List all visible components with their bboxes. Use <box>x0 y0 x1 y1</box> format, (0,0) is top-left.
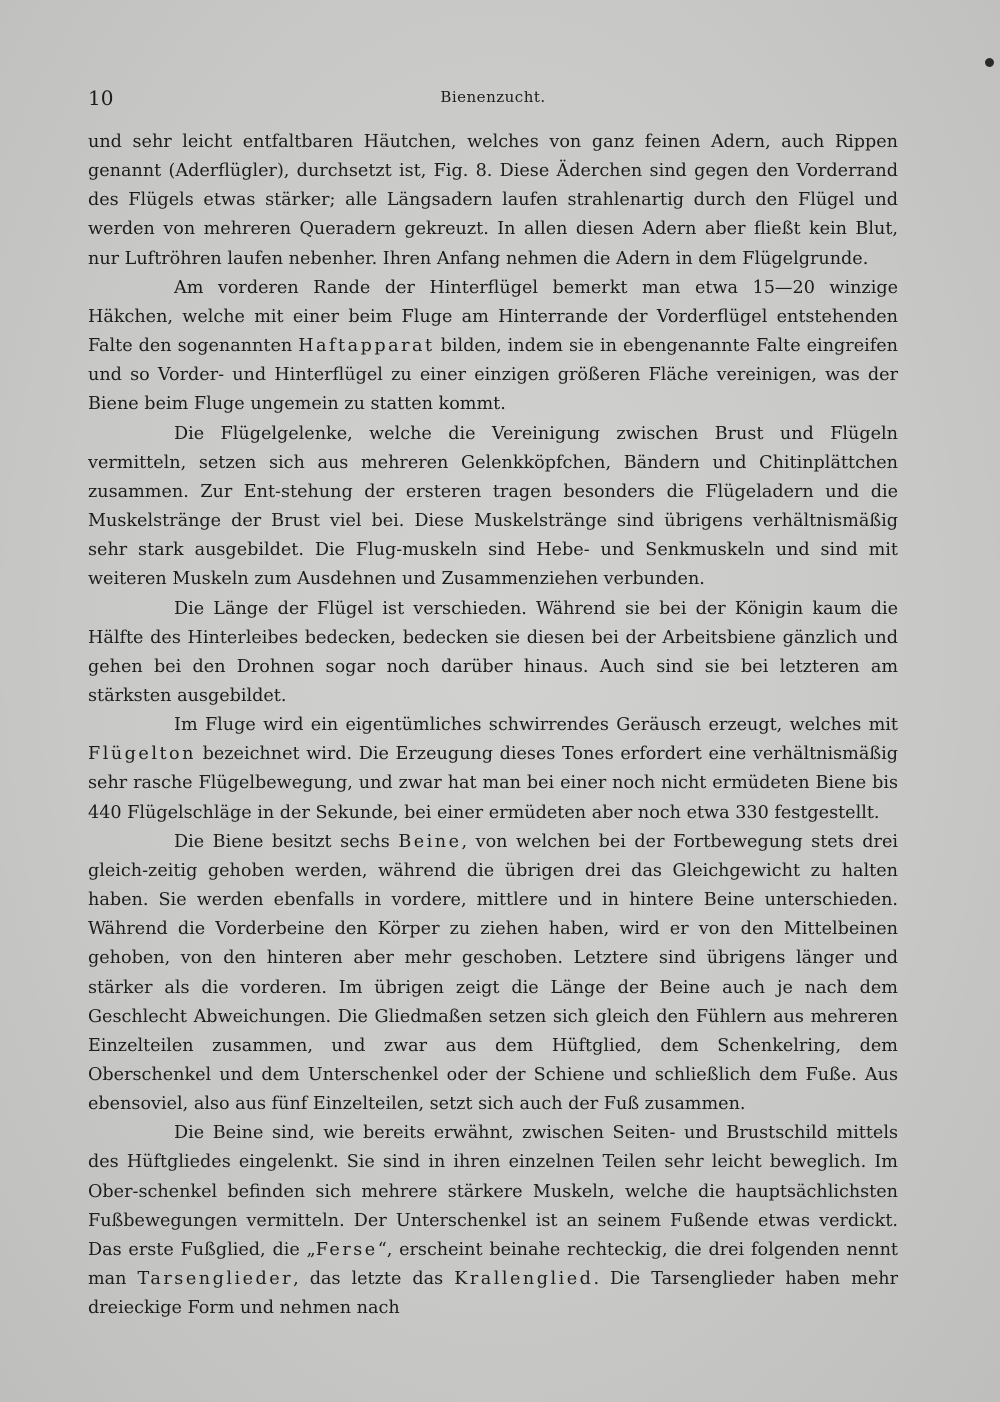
text-run: bezeichnet wird. Die Erzeugung dieses Tones erfordert eine verhältnismäßig sehr rasche Flügelbewegung, und zwar hat man bei einer noch nicht ermüdeten Biene bis 440 Flügelschläge in der Sekunde, bei einer ermüdeten aber noch etwa 330 festgestellt. <box>88 744 898 823</box>
paragraph <box>88 828 898 1120</box>
emphasized-term: Krallenglied <box>454 1269 594 1290</box>
emphasized-term: Haftapparat <box>298 336 435 357</box>
text-run: . Die Tarsenglieder haben mehr dreieckige Form und nehmen nach <box>88 1269 898 1319</box>
body-text <box>88 128 898 1323</box>
text-run: und sehr leicht entfaltbaren Häutchen, welches von ganz feinen Adern, auch Rippen genannt (Aderflügler), durchsetzt ist, Fig. 8. Diese Äderchen sind gegen den Vorderrand des Flügels etwas stärker; alle Längsadern laufen strahlenartig durch den Flügel und werden von mehreren Queradern gekreuzt. In allen diesen Adern aber fließt kein Blut, nur Luftröhren laufen nebenher. Ihren Anfang nehmen die Adern in dem Flügelgrunde. <box>88 132 898 269</box>
page-number: 10 <box>88 86 114 110</box>
emphasized-term: Beine <box>398 831 462 852</box>
emphasized-term: Flügelton <box>88 744 196 765</box>
emphasized-term: Tarsenglieder <box>137 1269 294 1290</box>
text-run: “, erscheint beinahe rechteckig, die drei folgenden nennt man <box>88 1239 898 1290</box>
text-run: Die Länge der Flügel ist verschieden. Während sie bei der Königin kaum die Hälfte des Hinterleibes bedecken, bedecken sie diesen bei der Arbeitsbiene gänzlich und gehen bei den Drohnen sogar noch darüber hinaus. Auch sind sie bei letzteren am stärksten ausgebildet. <box>88 598 898 706</box>
text-run: Die Flügelgelenke, welche die Vereinigung zwischen Brust und Flügeln vermitteln, setzen sich aus mehreren Gelenkköpfchen, Bändern und Chitinplättchen zusammen. Zur Ent-stehung der ersteren tragen besonders die Flügeladern und die Muskelstränge der Brust viel bei. Diese Muskelstränge sind übrigens verhältnismäßig sehr stark ausgebildet. Die Flug-muskeln sind Hebe- und Senkmuskeln und sind mit weiteren Muskeln zum Ausdehnen und Zusammenziehen verbunden. <box>88 423 898 590</box>
paragraph <box>88 128 898 274</box>
emphasized-term: Ferse <box>315 1239 378 1260</box>
paragraph <box>88 1119 898 1323</box>
paragraph <box>88 274 898 420</box>
text-run: , das letzte das <box>293 1269 455 1290</box>
text-run: Am vorderen Rande der Hinterflügel bemerkt man etwa 15—20 winzige Häkchen, welche mit einer beim Fluge am Hinterrande der Vorderflügel entstehenden Falte den sogenannten <box>88 277 898 357</box>
paragraph <box>88 711 898 828</box>
ink-spot <box>985 58 994 67</box>
text-run: Im Fluge wird ein eigentümliches schwirrendes Geräusch erzeugt, welches mit <box>174 715 898 736</box>
text-run: Die Beine sind, wie bereits erwähnt, zwischen Seiten- und Brustschild mittels des Hüftgliedes eingelenkt. Sie sind in ihren einzelnen Teilen sehr leicht beweglich. Im Ober-schenkel befinden sich mehrere stärkere Muskeln, welche die hauptsächlichsten Fußbewegungen vermitteln. Der Unterschenkel ist an seinem Fußende etwas verdickt. Das erste Fußglied, die „ <box>88 1123 898 1260</box>
paragraph <box>88 595 898 712</box>
text-run: bilden, indem sie in ebengenannte Falte eingreifen und so Vorder- und Hinterflügel zu einer einzigen größeren Fläche vereinigen, was der Biene beim Fluge ungemein zu statten kommt. <box>88 336 898 415</box>
text-run: Die Biene besitzt sechs <box>174 831 399 852</box>
page-header <box>88 86 898 112</box>
text-run: , von welchen bei der Fortbewegung stets drei gleich-zeitig gehoben werden, während die übrigen drei das Gleichgewicht zu halten haben. Sie werden ebenfalls in vordere, mittlere und in hintere Beine unterschieden. Während die Vorderbeine den Körper zu ziehen haben, wird er von den Mittelbeinen gehoben, von den hinteren aber mehr geschoben. Letztere sind übrigens länger und stärker als die vorderen. Im übrigen zeigt die Länge der Beine auch je nach dem Geschlecht Abweichungen. Die Gliedmaßen setzen sich gleich den Fühlern aus mehreren Einzelteilen zusammen, und zwar aus dem Hüftglied, dem Schenkelring, dem Oberschenkel und dem Unterschenkel oder der Schiene und schließlich dem Fuße. Aus ebensoviel, also aus fünf Einzelteilen, setzt sich auch der Fuß zusammen. <box>88 831 898 1115</box>
paragraph <box>88 420 898 595</box>
running-title: Bienenzucht. <box>440 88 546 106</box>
